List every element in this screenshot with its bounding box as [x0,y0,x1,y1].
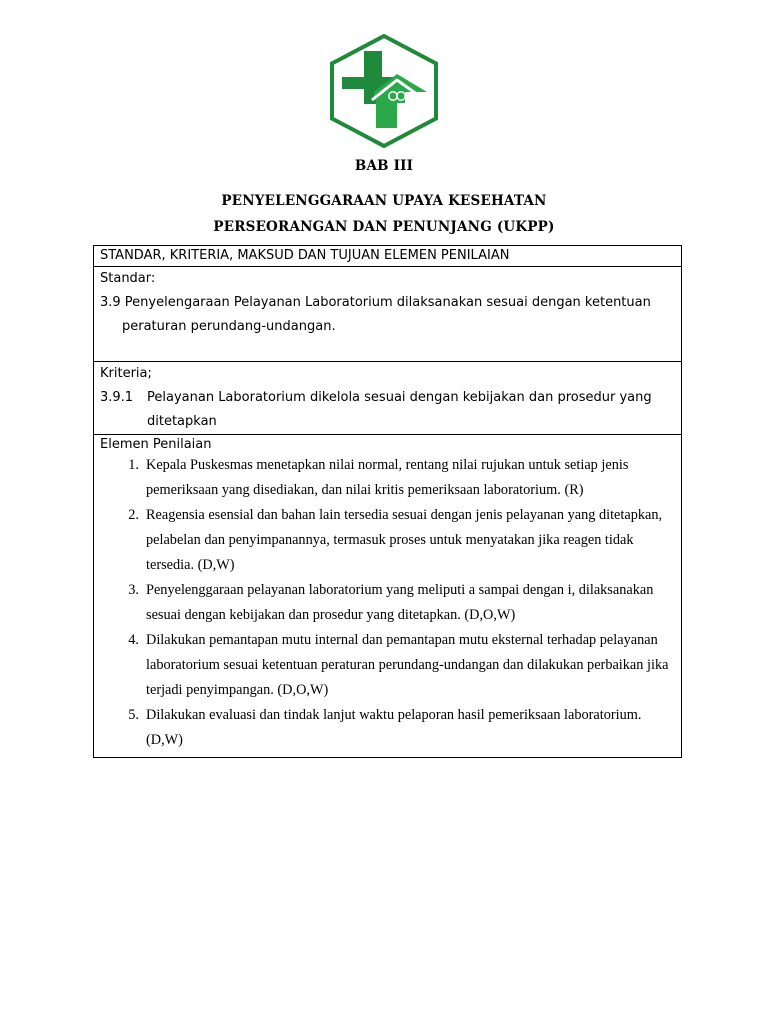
list-item-number: 5. [128,707,139,723]
kriteria-label: Kriteria; [100,366,152,381]
standard-table [93,245,682,758]
kriteria-text: Pelayanan Laboratorium dikelola sesuai dengan kebijakan dan prosedur yang ditetapkan [147,390,652,429]
list-item [100,453,675,503]
document-title-line1: PENYELENGGARAAN UPAYA KESEHATAN [221,193,547,209]
list-item [100,628,675,703]
elemen-cell [94,435,682,758]
list-item-text: Kepala Puskesmas menetapkan nilai normal, rentang nilai rujukan untuk setiap jenis pemeriksaan yang disediakan, dan nilai kritis pemeriksaan laboratorium. (R) [146,457,629,498]
list-item [100,578,675,628]
chapter-heading: BAB III [354,158,414,174]
list-item-text: Reagensia esensial dan bahan lain tersedia sesuai dengan jenis pelayanan yang ditetapkan, pelabelan dan penyimpanannya, termasuk proses untuk menyatakan jika reagen tidak tersedia. (D,W) [146,507,663,573]
list-item [100,503,675,578]
standar-text: 3.9 Penyelengaraan Pelayanan Laboratorium dilaksanakan sesuai dengan ketentuan peraturan perundang-undangan. [100,295,651,334]
kriteria-number: 3.9.1 [100,390,134,405]
standar-label: Standar: [100,271,156,286]
list-item-text: Penyelenggaraan pelayanan laboratorium yang meliputi a sampai dengan i, dilaksanakan sesuai dengan kebijakan dan prosedur yang ditetapkan. (D,O,W) [146,582,654,623]
kriteria-item [100,386,675,434]
list-item-number: 1. [128,457,139,473]
standar-cell [94,267,682,362]
puskesmas-logo-icon [327,34,441,148]
kriteria-cell [94,362,682,435]
list-item [100,703,675,753]
list-item-text: Dilakukan pemantapan mutu internal dan pemantapan mutu eksternal terhadap pelayanan laboratorium sesuai ketentuan peraturan perundang-undangan dan dilakukan perbaikan jika terjadi penyimpangan. (D,O,W) [146,632,669,698]
document-title-line2: PERSEORANGAN DAN PENUNJANG (UKPP) [213,219,555,235]
list-item-number: 2. [128,507,139,523]
list-item-text: Dilakukan evaluasi dan tindak lanjut waktu pelaporan hasil pemeriksaan laboratorium. (D,W) [146,707,642,748]
elemen-label: Elemen Penilaian [100,437,212,452]
list-item-number: 4. [128,632,139,648]
table-header-cell: STANDAR, KRITERIA, MAKSUD DAN TUJUAN ELEMEN PENILAIAN [94,246,682,267]
elemen-list [100,453,675,757]
list-item-number: 3. [128,582,139,598]
